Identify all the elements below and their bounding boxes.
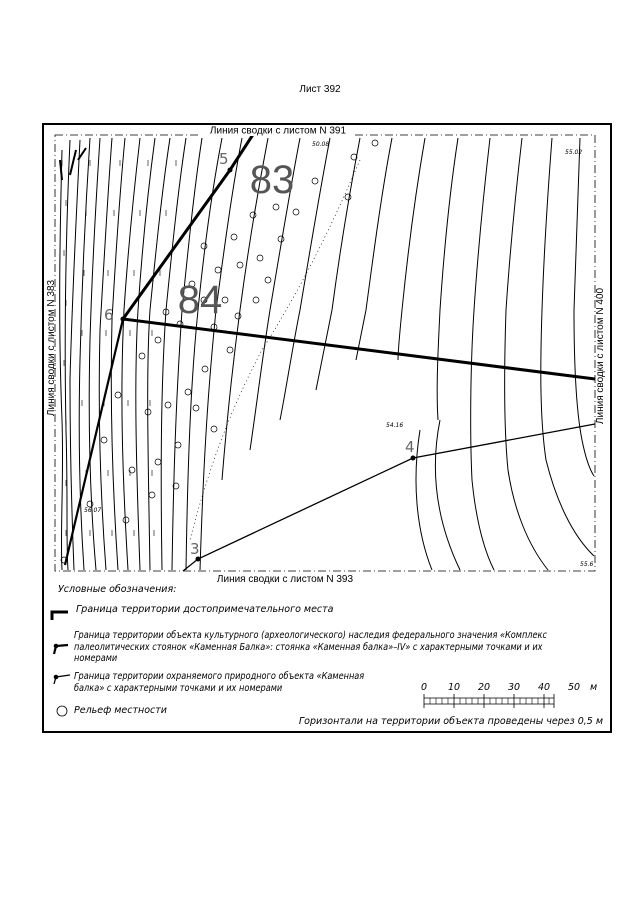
scale-tick-20: 20 [477, 682, 491, 693]
zone-number-84: 84 [177, 278, 223, 322]
edge-label-right: Линия сводки с листом N 400 [595, 287, 606, 425]
dotted-boundary [190, 160, 360, 540]
spot-height: 56.07 [84, 507, 102, 514]
edge-label-top: Линия сводки с листом N 391 [209, 125, 347, 137]
spot-height: 54.16 [386, 422, 404, 429]
scale-tick-50: 50 [567, 682, 581, 693]
zone-number-83: 83 [249, 158, 295, 202]
legend-item-archaeological-heritage: Граница территории объекта культурного (археологического) наследия федерального значения «Комплекс палеолитических стоянок «Каменная Балка»: стоянка «Каменная балка»–IV» с характерными точками и их номерами [74, 630, 547, 664]
relief-markers [61, 140, 378, 563]
spot-height: 55.6 [580, 561, 594, 568]
edge-label-left: Линия сводки с листом N 383 [46, 279, 57, 417]
boundary-point-6 [121, 317, 126, 322]
boundary-noteworthy-place[interactable] [60, 133, 595, 565]
spot-height: 55.02 [565, 149, 583, 156]
contour-interval-note: Горизонтали на территории объекта проведены через 0,5 м [298, 716, 603, 727]
sheet-title: Лист 392 [299, 84, 341, 95]
legend-title: Условные обозначения: [58, 584, 177, 595]
point-number-3: 3 [190, 540, 200, 558]
scale-tick-0: 0 [420, 682, 428, 693]
scale-tick-40: 40 [537, 682, 551, 693]
legend-item-relief: Рельеф местности [74, 705, 167, 716]
legend-symbol-natural-boundary [54, 675, 70, 684]
legend-item-natural-object: Граница территории охраняемого природного объекта «Каменная балка» с характерными точками и их номерами [74, 671, 365, 694]
boundary-point-4 [411, 456, 416, 461]
edge-label-bottom: Линия сводки с листом N 393 [216, 574, 354, 585]
point-number-4: 4 [405, 438, 415, 456]
legend-symbol-relief [57, 706, 67, 716]
point-number-6: 6 [104, 306, 114, 324]
legend-item-noteworthy-place: Граница территории достопримечательного места [76, 604, 334, 615]
legend-symbol-heavy-boundary [52, 612, 68, 620]
point-number-5: 5 [219, 150, 229, 168]
spot-height: 50.08 [312, 141, 330, 148]
boundary-point-5 [228, 168, 233, 173]
scale-tick-10: 10 [447, 682, 461, 693]
scale-unit: м [590, 682, 598, 693]
scale-tick-30: 30 [507, 682, 521, 693]
scale-bar [421, 682, 597, 708]
legend-symbol-archaeological-boundary [54, 644, 68, 654]
